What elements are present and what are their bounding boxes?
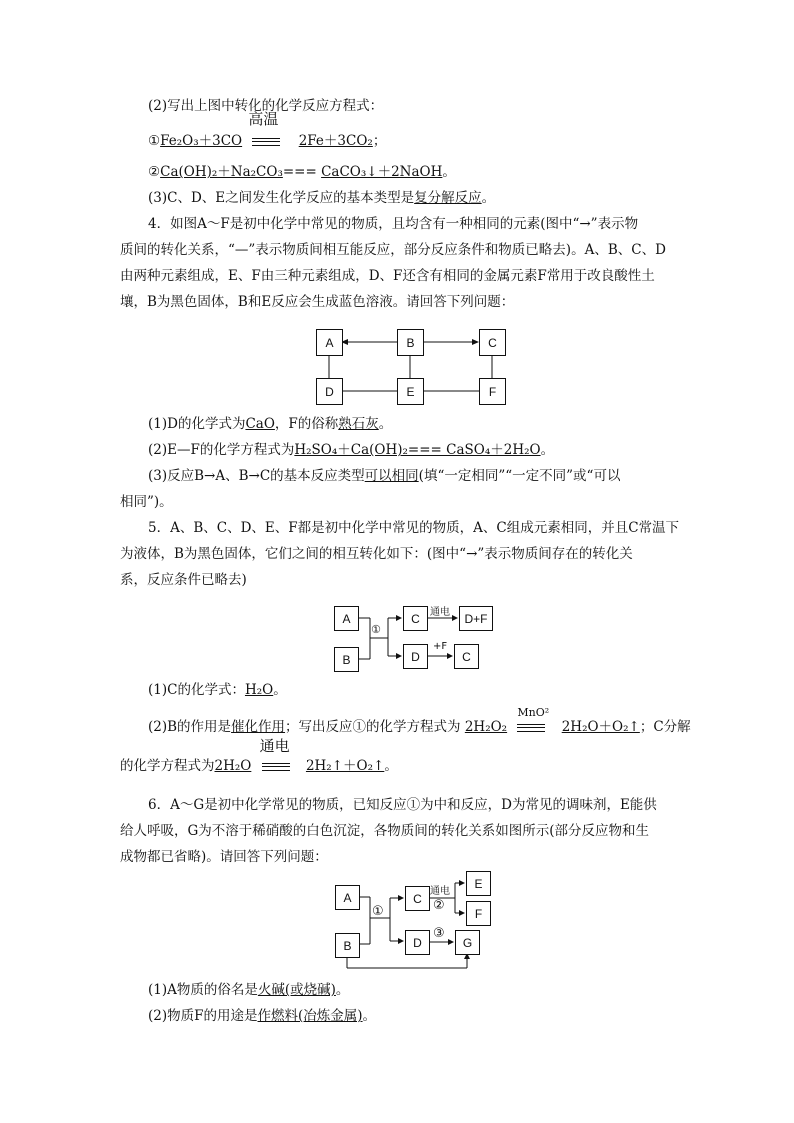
q5-box-c: C	[403, 606, 428, 631]
q5-answer-2-cont: 的化学方程式为2H₂O 通电 2H₂↑＋O₂↑。	[120, 737, 398, 774]
q3-part3-answer: 复分解反应	[414, 190, 482, 206]
eq1-left: Fe₂O₃＋3CO	[160, 133, 243, 149]
q4-box-c: C	[479, 329, 506, 356]
q6-reaction-2-label: ②	[433, 898, 445, 913]
q6-reaction-1-label: ①	[372, 904, 384, 919]
q6-box-g: G	[455, 930, 480, 955]
q5-box-a: A	[334, 606, 359, 631]
q4-answer-3-cont: 相同”)。	[120, 494, 173, 510]
q3-part3: (3)C、D、E之间发生化学反应的基本类型是复分解反应。	[148, 190, 496, 206]
q5-reaction-1-label: ①	[371, 623, 381, 636]
q5-box-b: B	[334, 647, 359, 672]
q4-text-1: 4．如图A～F是初中化学中常见的物质，且均含有一种相同的元素(图中“→”表示物	[148, 216, 639, 232]
q6-text-3: 成物都已省略)。请回答下列问题：	[120, 849, 328, 865]
q6-box-f: F	[466, 901, 491, 926]
q4-box-e: E	[397, 378, 424, 405]
q6-box-e: E	[466, 871, 491, 896]
q5-box-df: D+F	[459, 606, 493, 631]
q4-box-b: B	[397, 329, 424, 356]
eq2-right: CaCO₃↓＋2NaOH	[321, 164, 443, 180]
q4-answer-3: (3)反应B→A、B→C的基本反应类型可以相同(填“一定相同”“一定不同”或“可以	[148, 468, 621, 484]
q6-text-2: 给人呼吸，G为不溶于稀硝酸的白色沉淀，各物质间的转化关系如图所示(部分反应物和生	[120, 823, 650, 839]
q5-box-d: D	[403, 644, 428, 669]
eq1-condition: 高温	[248, 110, 279, 128]
q5-eq2-condition-sign: 通电	[256, 756, 302, 776]
q5-text-3: 系，反应条件已略去)	[120, 572, 247, 588]
q4-box-a: A	[316, 329, 343, 356]
q5-text-2: 为液体，B为黑色固体，它们之间的相互转化如下：(图中“→”表示物质间存在的转化关	[120, 546, 633, 562]
q4-box-f: F	[479, 378, 506, 405]
q6-box-c: C	[405, 886, 430, 911]
q5-box-c2: C	[454, 644, 479, 669]
q4-text-4: 壤，B为黑色固体，B和E反应会生成蓝色溶液。请回答下列问题：	[120, 294, 515, 310]
q6-reaction-3-label: ③	[433, 926, 445, 941]
q5-answer-2: (2)B的作用是催化作用；写出反应①的化学方程式为 2H₂O₂ MnO² 2H₂O＋O₂↑；C分解	[148, 706, 691, 735]
q3-equation-1: ①Fe₂O₃＋3CO 高温 2Fe＋3CO₂；	[148, 110, 387, 149]
q5-plus-f-label: +F	[433, 641, 448, 652]
q6-electrolysis-label: 通电	[430, 886, 450, 897]
q4-text-2: 质间的转化关系，“—”表示物质间相互能反应，部分反应条件和物质已略去)。A、B、C、D	[120, 242, 666, 258]
q6-text-1: 6．A～G是初中化学常见的物质，已知反应①为中和反应，D为常见的调味剂，E能供	[148, 797, 657, 813]
q3-equation-2: ②Ca(OH)₂＋Na₂CO₃=== CaCO₃↓＋2NaOH。	[148, 164, 456, 180]
eq2-left: Ca(OH)₂＋Na₂CO₃	[160, 164, 283, 180]
q5-electrolysis-label: 通电	[430, 607, 450, 618]
q6-answer-2: (2)物质F的用途是作燃料(冶炼金属)。	[148, 1008, 377, 1024]
q5-text-1: 5．A、B、C、D、E、F都是初中化学中常见的物质，A、C组成元素相同，并且C常温下	[148, 520, 680, 536]
q6-box-a: A	[335, 885, 360, 910]
q5-answer-1: (1)C的化学式：H₂O。	[148, 682, 287, 698]
q3-part2: (2)写出上图中转化的化学反应方程式：	[148, 98, 384, 114]
q4-text-3: 由两种元素组成，E、F由三种元素组成，D、F还含有相同的金属元素F常用于改良酸性土	[120, 268, 655, 284]
q4-answer-1: (1)D的化学式为CaO，F的俗称熟石灰。	[148, 416, 393, 432]
q6-answer-1: (1)A物质的俗名是火碱(或烧碱)。	[148, 982, 350, 998]
q6-box-d: D	[405, 930, 430, 955]
q6-box-b: B	[335, 933, 360, 958]
eq1-right: 2Fe＋3CO₂	[298, 133, 373, 149]
q4-box-d: D	[316, 378, 343, 405]
q5-eq1-condition-sign: MnO²	[511, 717, 557, 737]
q4-answer-2: (2)E—F的化学方程式为H₂SO₄＋Ca(OH)₂=== CaSO₄＋2H₂O。	[148, 442, 555, 458]
